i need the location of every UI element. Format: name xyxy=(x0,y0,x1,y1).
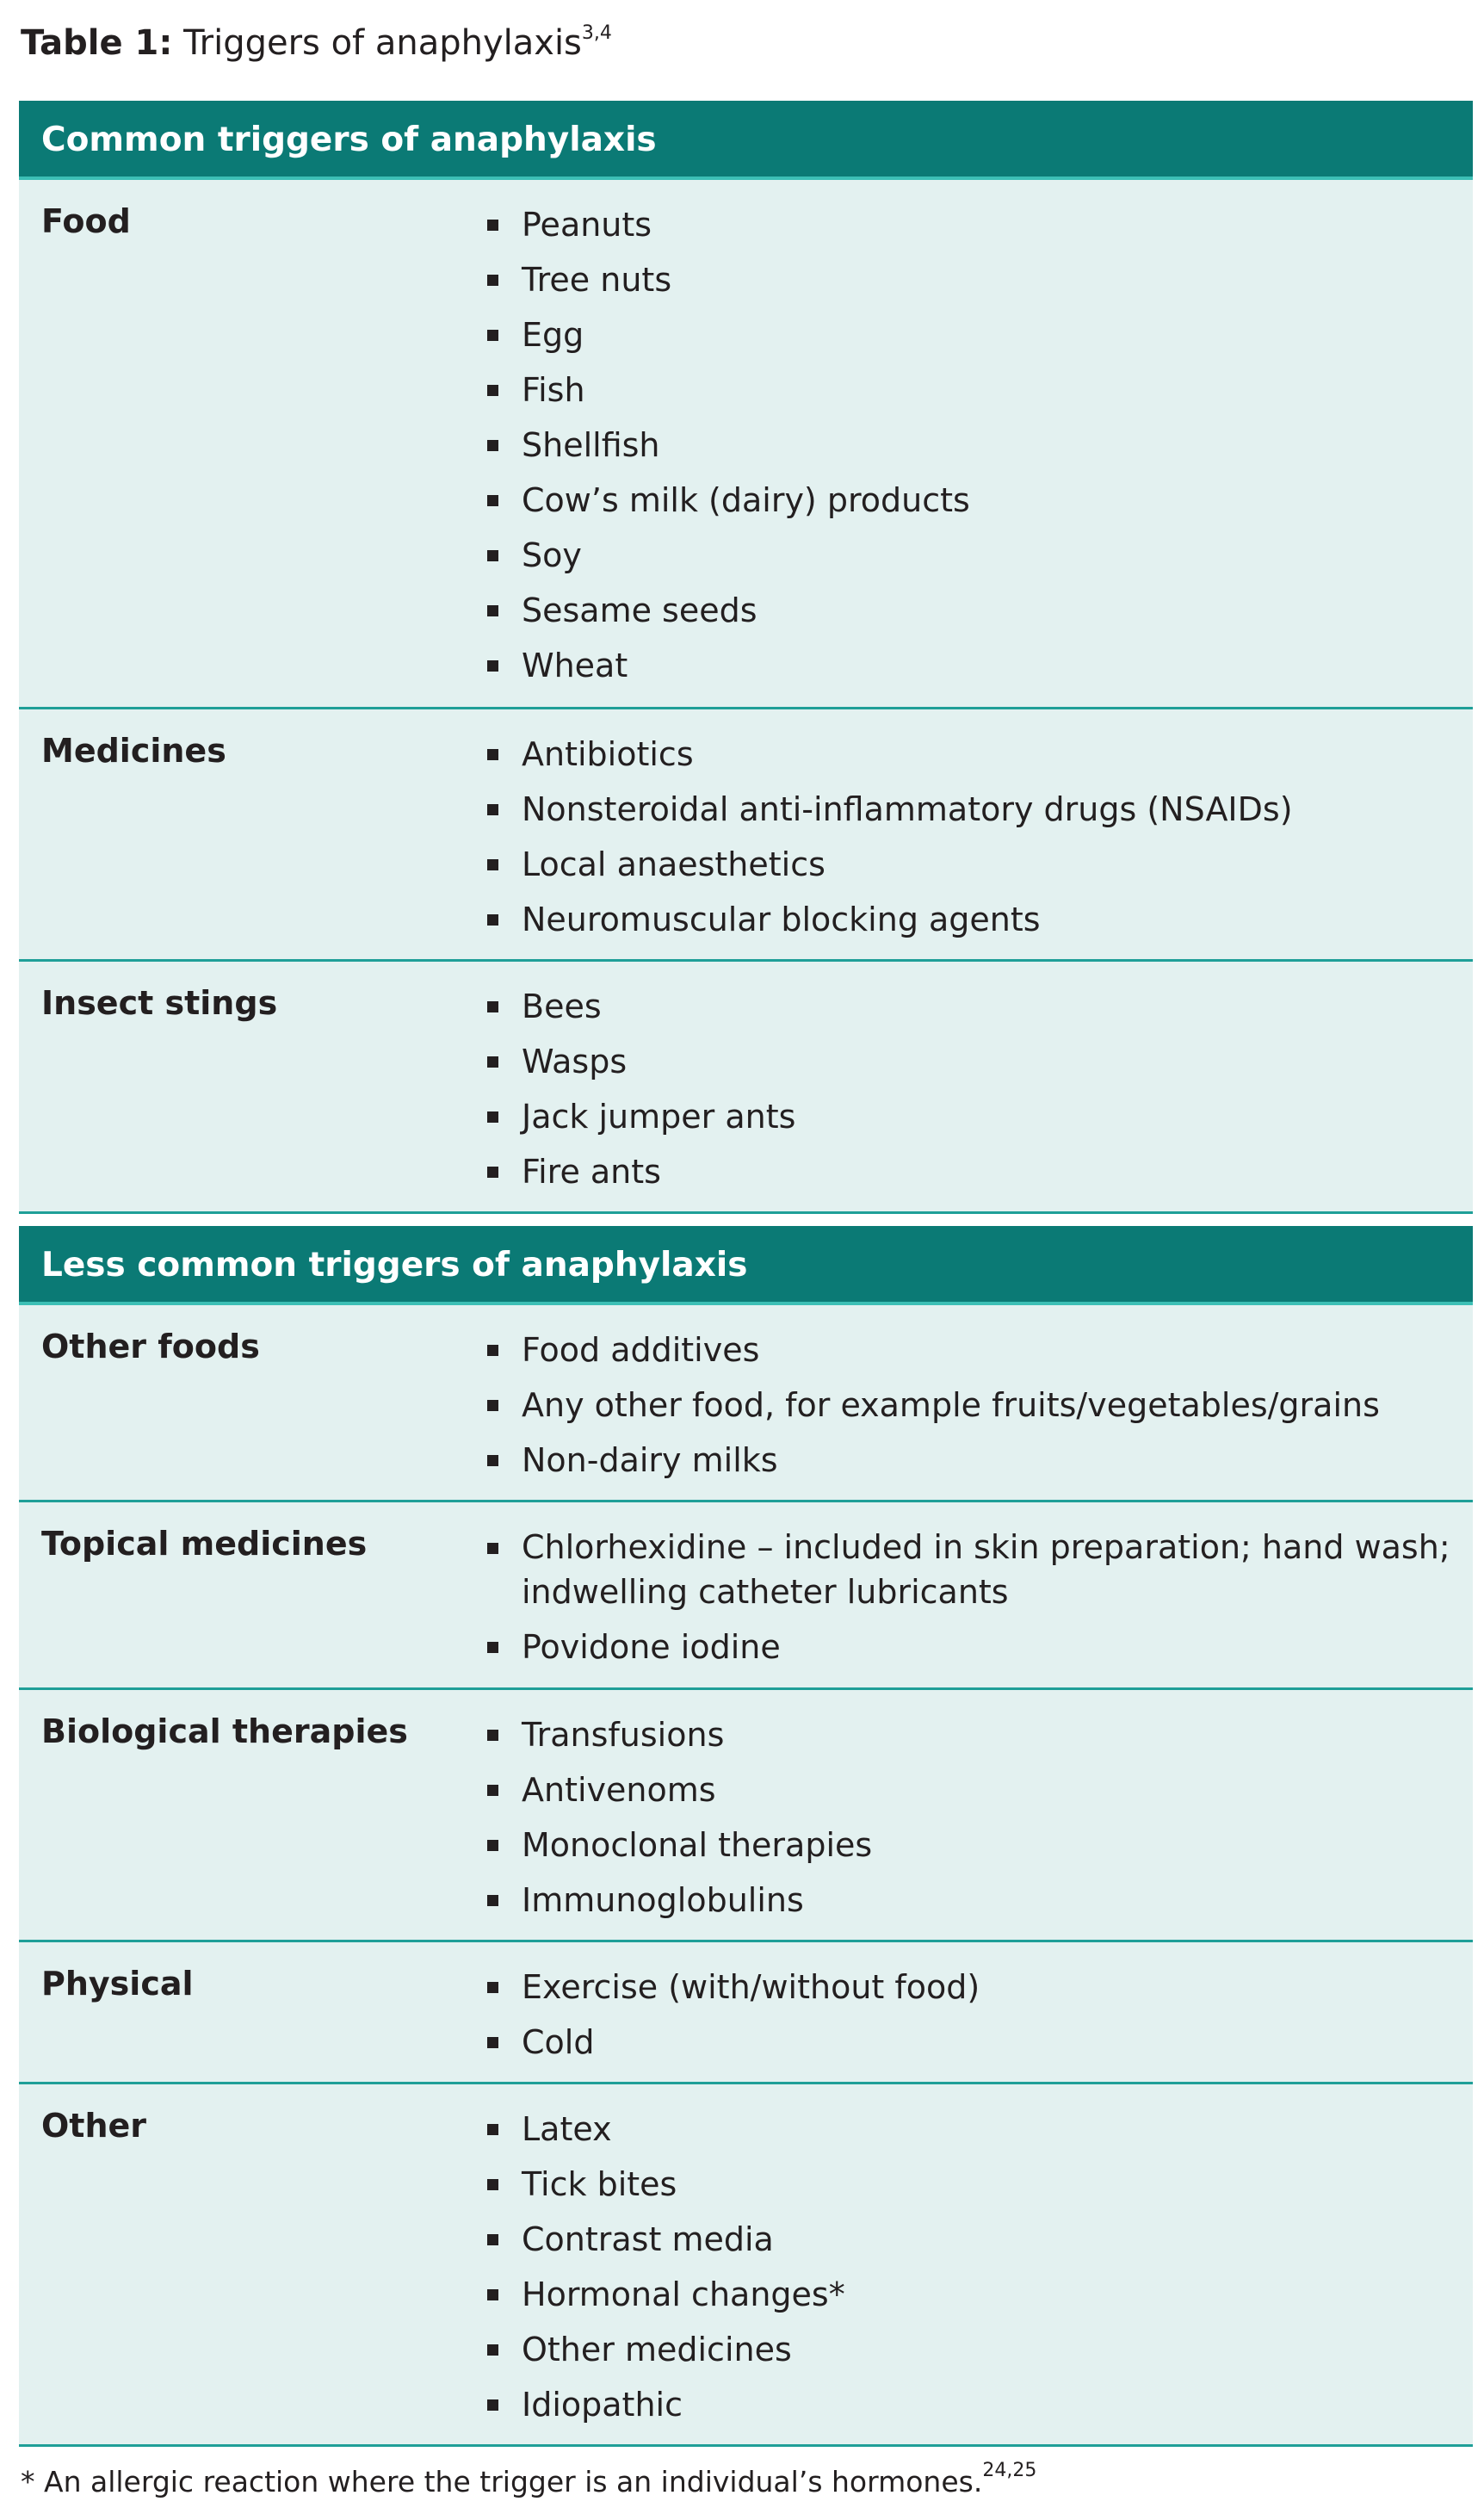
list-item: Neuromuscular blocking agents xyxy=(480,892,1462,947)
list-item: Antibiotics xyxy=(480,727,1462,782)
category-label: Topical medicines xyxy=(41,1525,368,1563)
table-row-other xyxy=(19,2084,1473,2447)
list-item: Shellfish xyxy=(480,418,1462,473)
trigger-list xyxy=(480,1520,1462,1675)
list-item: Other medicines xyxy=(480,2322,1462,2377)
square-bullet-icon xyxy=(487,1785,498,1796)
list-item: Food additives xyxy=(480,1322,1462,1378)
square-bullet-icon xyxy=(487,1730,498,1741)
list-item: Povidone iodine xyxy=(480,1619,1462,1675)
table-row-medicines xyxy=(19,709,1473,962)
section-common-triggers xyxy=(19,101,1473,1214)
list-item: Contrast media xyxy=(480,2212,1462,2267)
trigger-list xyxy=(480,1322,1462,1488)
list-item: Non-dairy milks xyxy=(480,1433,1462,1488)
square-bullet-icon xyxy=(487,2234,498,2245)
square-bullet-icon xyxy=(487,749,498,760)
square-bullet-icon xyxy=(487,1642,498,1653)
category-label: Physical xyxy=(41,1965,194,2003)
table-title-text: Triggers of anaphylaxis xyxy=(183,23,582,63)
category-label: Food xyxy=(41,202,131,240)
list-item: Hormonal changes* xyxy=(480,2267,1462,2322)
square-bullet-icon xyxy=(487,859,498,870)
trigger-list xyxy=(480,1707,1462,1928)
list-item: Idiopathic xyxy=(480,2377,1462,2432)
table-title xyxy=(21,17,612,69)
list-item: Bees xyxy=(480,979,1462,1034)
square-bullet-icon xyxy=(487,2037,498,2048)
table-row-biological-therapies xyxy=(19,1690,1473,1942)
list-item: Fish xyxy=(480,362,1462,418)
square-bullet-icon xyxy=(487,804,498,815)
list-item: Wheat xyxy=(480,638,1462,693)
list-item: Soy xyxy=(480,528,1462,583)
list-item: Local anaesthetics xyxy=(480,837,1462,892)
list-item: Immunoglobulins xyxy=(480,1873,1462,1928)
list-item: Exercise (with/without food) xyxy=(480,1960,1462,2015)
square-bullet-icon xyxy=(487,275,498,286)
category-label: Medicines xyxy=(41,732,226,770)
square-bullet-icon xyxy=(487,1167,498,1178)
list-item: Sesame seeds xyxy=(480,583,1462,638)
table-row-physical xyxy=(19,1942,1473,2084)
list-item: Fire ants xyxy=(480,1144,1462,1199)
list-item: Wasps xyxy=(480,1034,1462,1089)
list-item: Egg xyxy=(480,307,1462,362)
title-references: 3,4 xyxy=(581,22,612,44)
square-bullet-icon xyxy=(487,385,498,396)
square-bullet-icon xyxy=(487,1543,498,1554)
list-item: Tree nuts xyxy=(480,252,1462,307)
square-bullet-icon xyxy=(487,2289,498,2300)
square-bullet-icon xyxy=(487,914,498,926)
footnote-references: 24,25 xyxy=(982,2460,1037,2481)
list-item: Nonsteroidal anti-inflammatory drugs (NSAIDs) xyxy=(480,782,1462,837)
trigger-list xyxy=(480,197,1462,693)
list-item: Any other food, for example fruits/vegetables/grains xyxy=(480,1378,1462,1433)
square-bullet-icon xyxy=(487,2399,498,2411)
square-bullet-icon xyxy=(487,1345,498,1356)
trigger-list xyxy=(480,727,1462,947)
list-item: Monoclonal therapies xyxy=(480,1817,1462,1873)
square-bullet-icon xyxy=(487,440,498,451)
category-label: Biological therapies xyxy=(41,1712,408,1750)
table-row-food xyxy=(19,180,1473,709)
trigger-list xyxy=(480,979,1462,1199)
section-less-common-triggers xyxy=(19,1226,1473,2447)
table-row-other-foods xyxy=(19,1305,1473,1502)
square-bullet-icon xyxy=(487,550,498,561)
section-heading: Less common triggers of anaphylaxis xyxy=(19,1226,1473,1305)
list-item: Cold xyxy=(480,2015,1462,2070)
square-bullet-icon xyxy=(487,1982,498,1993)
square-bullet-icon xyxy=(487,220,498,231)
category-label: Other xyxy=(41,2107,147,2145)
square-bullet-icon xyxy=(487,1001,498,1012)
square-bullet-icon xyxy=(487,2124,498,2135)
list-item: Chlorhexidine – included in skin preparation; hand wash; indwelling catheter lubricants xyxy=(480,1520,1462,1619)
square-bullet-icon xyxy=(487,660,498,672)
square-bullet-icon xyxy=(487,605,498,616)
square-bullet-icon xyxy=(487,330,498,341)
square-bullet-icon xyxy=(487,495,498,506)
list-item: Transfusions xyxy=(480,1707,1462,1762)
list-item: Latex xyxy=(480,2102,1462,2157)
section-heading: Common triggers of anaphylaxis xyxy=(19,101,1473,180)
table-row-topical-medicines xyxy=(19,1502,1473,1690)
square-bullet-icon xyxy=(487,1111,498,1123)
square-bullet-icon xyxy=(487,2344,498,2356)
table-row-insect-stings xyxy=(19,962,1473,1214)
table-label: Table 1: xyxy=(21,23,173,63)
footnote-text: * An allergic reaction where the trigger is an individual’s hormones. xyxy=(21,2465,983,2498)
footnote xyxy=(21,2461,1036,2504)
category-label: Insect stings xyxy=(41,984,278,1022)
list-item: Antivenoms xyxy=(480,1762,1462,1817)
category-label: Other foods xyxy=(41,1328,260,1365)
list-item: Tick bites xyxy=(480,2157,1462,2212)
trigger-list xyxy=(480,1960,1462,2070)
trigger-list xyxy=(480,2102,1462,2432)
list-item: Cow’s milk (dairy) products xyxy=(480,473,1462,528)
list-item: Peanuts xyxy=(480,197,1462,252)
square-bullet-icon xyxy=(487,1840,498,1851)
square-bullet-icon xyxy=(487,1895,498,1906)
square-bullet-icon xyxy=(487,1056,498,1068)
square-bullet-icon xyxy=(487,2179,498,2190)
square-bullet-icon xyxy=(487,1400,498,1411)
list-item: Jack jumper ants xyxy=(480,1089,1462,1144)
square-bullet-icon xyxy=(487,1455,498,1466)
